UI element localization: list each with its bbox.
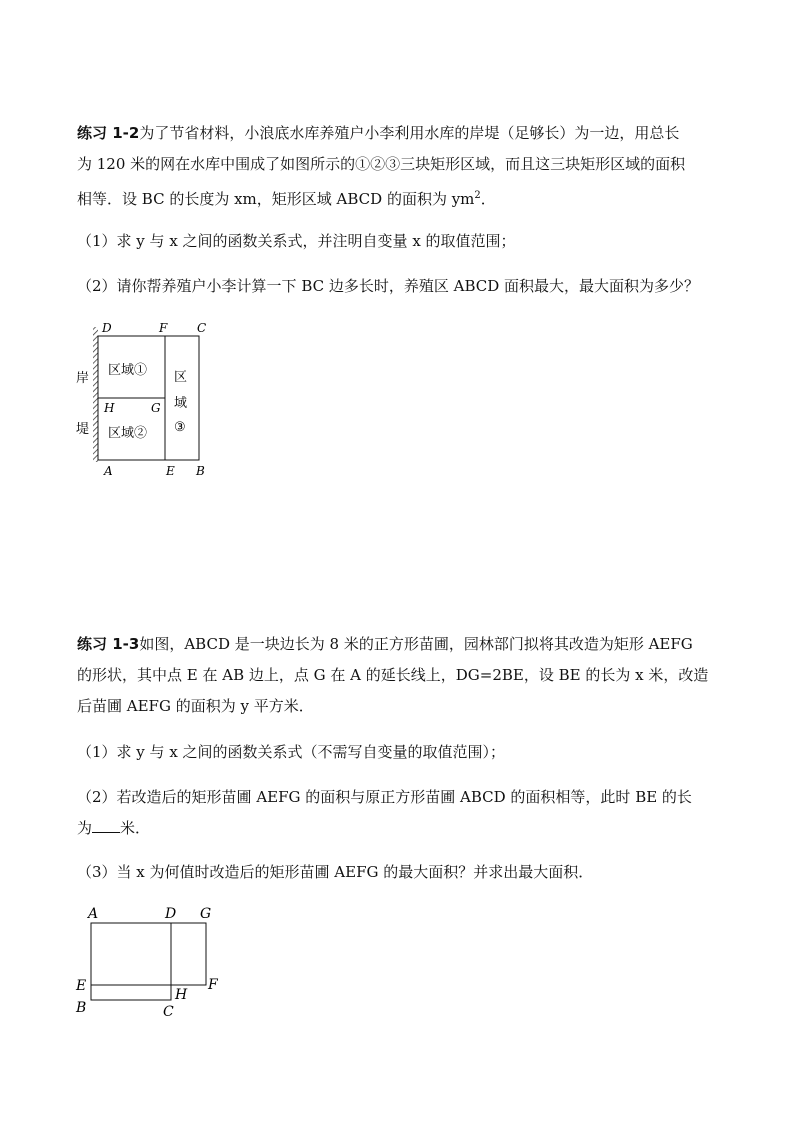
label-H: H [175,987,188,1003]
ex13-figure [70,900,230,1025]
label-G: G [151,401,161,415]
label-F: F [159,321,168,335]
bank-hatching [93,327,98,462]
ex13-question-1: （1）求 y 与 x 之间的函数关系式（不需写自变量的取值范围）； [77,743,506,761]
square-abcd [91,923,171,1000]
ex13-q2c: 米． [120,819,151,837]
label-A: A [104,464,113,478]
label-B: B [196,464,205,478]
ex12-figure [70,318,220,483]
label-bank-2: 堤 [76,422,90,437]
label-D: D [102,321,112,335]
ex13-question-3: （3）当 x 为何值时改造后的矩形苗圃 AEFG 的最大面积？并求出最大面积． [77,863,594,881]
label-region-1: 区域① [108,363,148,378]
ex12-line3a: 相等．设 BC 的长度为 xm，矩形区域 ABCD 的面积为 ym [77,190,475,208]
ex13-label: 练习 1-3 [77,635,140,653]
ex13-question-2 [77,782,719,844]
ex13-line2: 的形状，其中点 E 在 AB 边上，点 G 在 A 的延长线上，DG=2BE，设 BE 的长为 x 米，改造 [77,666,709,684]
label-G: G [200,906,212,922]
ex13-line1: 如图，ABCD 是一块边长为 8 米的正方形苗圃，园林部门拟将其改造为矩形 AEFG [139,635,693,653]
ex12-paragraph [77,118,719,215]
ex12-question-2: （2）请你帮养殖户小李计算一下 BC 边多长时，养殖区 ABCD 面积最大，最大面积为多少？ [77,277,700,295]
label-region-3c: ③ [174,420,186,435]
label-E: E [76,978,87,994]
label-C: C [163,1004,174,1020]
label-region-3b: 域 [174,396,188,411]
label-F: F [208,977,218,993]
label-region-3a: 区 [174,370,188,385]
ex13-line3: 后苗圃 AEFG 的面积为 y 平方米． [77,697,314,715]
ex13-q2b: 为 [77,819,93,837]
ex12-sup: 2 [474,190,481,201]
ex12-line2: 为 120 米的网在水库中围成了如图所示的①②③三块矩形区域，而且这三块矩形区域的面积 [77,155,686,173]
ex13-q2a: （2）若改造后的矩形苗圃 AEFG 的面积与原正方形苗圃 ABCD 的面积相等，此时 BE 的长 [77,788,692,806]
rect-aefg [91,923,206,985]
label-H: H [104,401,115,415]
ex12-line1: 为了节省材料，小浪底水库养殖户小李利用水库的岸堤（足够长）为一边，用总长 [139,124,680,142]
label-E: E [166,464,175,478]
label-bank-1: 岸 [76,371,90,386]
label-A: A [88,906,99,922]
ex12-question-1: （1）求 y 与 x 之间的函数关系式，并注明自变量 x 的取值范围； [77,232,516,250]
answer-blank[interactable] [92,818,120,833]
label-C: C [197,321,207,335]
ex12-line3b: ． [480,190,496,208]
label-D: D [165,906,177,922]
ex12-label: 练习 1-2 [77,124,140,142]
label-B: B [76,1000,87,1016]
ex13-paragraph [77,629,719,722]
label-region-2: 区域② [108,426,148,441]
